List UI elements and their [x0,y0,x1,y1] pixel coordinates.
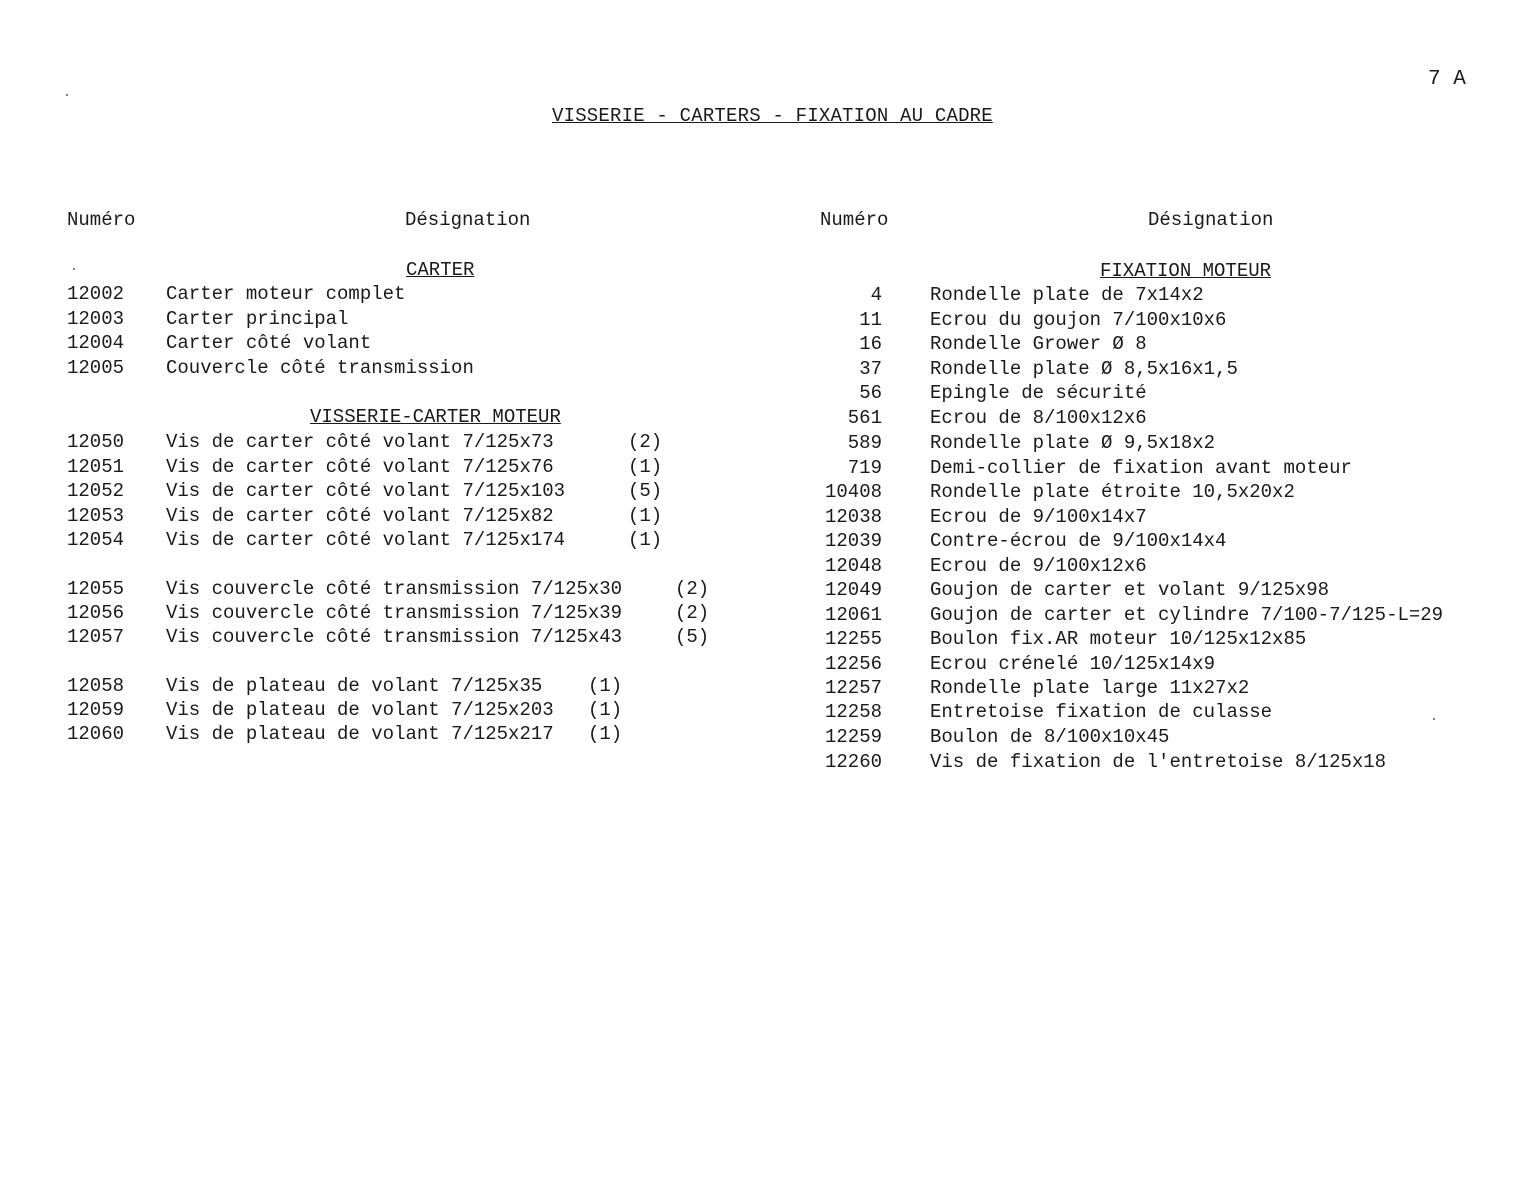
part-designation: Couvercle côté transmission [166,357,474,379]
part-designation: Boulon fix.AR moteur 10/125x12x85 [930,628,1307,650]
part-quantity: (2) [628,431,663,453]
part-quantity: (5) [628,480,663,502]
part-number: 12039 [824,530,882,552]
part-number: 12057 [67,626,125,648]
part-designation: Goujon de carter et cylindre 7/100-7/125-L=29 [930,604,1444,626]
part-designation: Vis de carter côté volant 7/125x174 [166,529,566,551]
part-number: 12260 [824,751,882,773]
section-title-carter: CARTER [406,259,475,281]
part-designation: Rondelle plate étroite 10,5x20x2 [930,481,1295,503]
part-number: 10408 [824,481,882,503]
part-number: 12004 [67,332,125,354]
part-designation: Ecrou crénelé 10/125x14x9 [930,653,1216,675]
part-designation: Demi-collier de fixation avant moteur [930,457,1352,479]
part-designation: Vis de carter côté volant 7/125x103 [166,480,566,502]
part-designation: Rondelle Grower Ø 8 [930,333,1147,355]
scan-speck [1433,718,1435,720]
part-designation: Boulon de 8/100x10x45 [930,726,1170,748]
part-number: 12051 [67,456,125,478]
part-designation: Ecrou du goujon 7/100x10x6 [930,309,1227,331]
part-designation: Vis de carter côté volant 7/125x82 [166,505,554,527]
part-designation: Rondelle plate Ø 9,5x18x2 [930,432,1216,454]
part-quantity: (5) [675,626,710,648]
part-number: 12259 [824,726,882,748]
part-number: 589 [847,432,882,454]
part-number: 12049 [824,579,882,601]
part-quantity: (1) [628,529,663,551]
section-title-fixation-moteur: FIXATION MOTEUR [1100,260,1272,282]
part-number: 12255 [824,628,882,650]
part-number: 12050 [67,431,125,453]
part-number: 56 [859,382,882,404]
right-header-designation: Désignation [1148,209,1274,231]
part-designation: Contre-écrou de 9/100x14x4 [930,530,1227,552]
part-number: 12056 [67,602,125,624]
part-designation: Vis couvercle côté transmission 7/125x30 [166,578,623,600]
part-designation: Carter côté volant [166,332,372,354]
part-number: 561 [847,407,882,429]
part-number: 12053 [67,505,125,527]
part-designation: Carter moteur complet [166,283,406,305]
part-designation: Carter principal [166,308,349,330]
part-number: 12059 [67,699,125,721]
part-designation: Rondelle plate de 7x14x2 [930,284,1204,306]
part-number: 12061 [824,604,882,626]
part-number: 719 [847,457,882,479]
part-number: 12002 [67,283,125,305]
part-number: 37 [859,358,882,380]
part-number: 12258 [824,701,882,723]
part-quantity: (1) [588,699,623,721]
part-designation: Ecrou de 9/100x12x6 [930,555,1147,577]
part-number: 12058 [67,675,125,697]
page-number: 7 A [1428,68,1466,91]
part-designation: Vis de plateau de volant 7/125x35 [166,675,543,697]
scan-speck [73,268,75,270]
part-designation: Vis couvercle côté transmission 7/125x39 [166,602,623,624]
part-number: 12055 [67,578,125,600]
part-designation: Vis de plateau de volant 7/125x217 [166,723,554,745]
part-number: 12003 [67,308,125,330]
part-number: 12256 [824,653,882,675]
part-number: 12052 [67,480,125,502]
part-number: 12257 [824,677,882,699]
left-header-numero: Numéro [67,209,136,231]
part-number: 12005 [67,357,125,379]
part-designation: Vis de carter côté volant 7/125x73 [166,431,554,453]
right-header-numero: Numéro [820,209,889,231]
part-designation: Rondelle plate Ø 8,5x16x1,5 [930,358,1238,380]
page-title: VISSERIE - CARTERS - FIXATION AU CADRE [552,105,993,127]
part-number: 12038 [824,506,882,528]
part-quantity: (1) [628,505,663,527]
section-title-visserie-carter-moteur: VISSERIE-CARTER MOTEUR [310,406,561,428]
part-quantity: (1) [628,456,663,478]
part-designation: Rondelle plate large 11x27x2 [930,677,1250,699]
part-quantity: (1) [588,723,623,745]
part-quantity: (1) [588,675,623,697]
part-designation: Vis de fixation de l'entretoise 8/125x18 [930,751,1387,773]
part-designation: Vis de carter côté volant 7/125x76 [166,456,554,478]
part-designation: Vis de plateau de volant 7/125x203 [166,699,554,721]
part-quantity: (2) [675,602,710,624]
part-number: 16 [859,333,882,355]
part-number: 12060 [67,723,125,745]
part-number: 12054 [67,529,125,551]
part-number: 12048 [824,555,882,577]
part-designation: Ecrou de 8/100x12x6 [930,407,1147,429]
part-designation: Entretoise fixation de culasse [930,701,1273,723]
part-designation: Epingle de sécurité [930,382,1147,404]
scan-speck [66,94,68,96]
left-header-designation: Désignation [405,209,531,231]
part-number: 4 [870,284,882,306]
part-designation: Goujon de carter et volant 9/125x98 [930,579,1330,601]
part-designation: Vis couvercle côté transmission 7/125x43 [166,626,623,648]
part-number: 11 [859,309,882,331]
part-designation: Ecrou de 9/100x14x7 [930,506,1147,528]
part-quantity: (2) [675,578,710,600]
